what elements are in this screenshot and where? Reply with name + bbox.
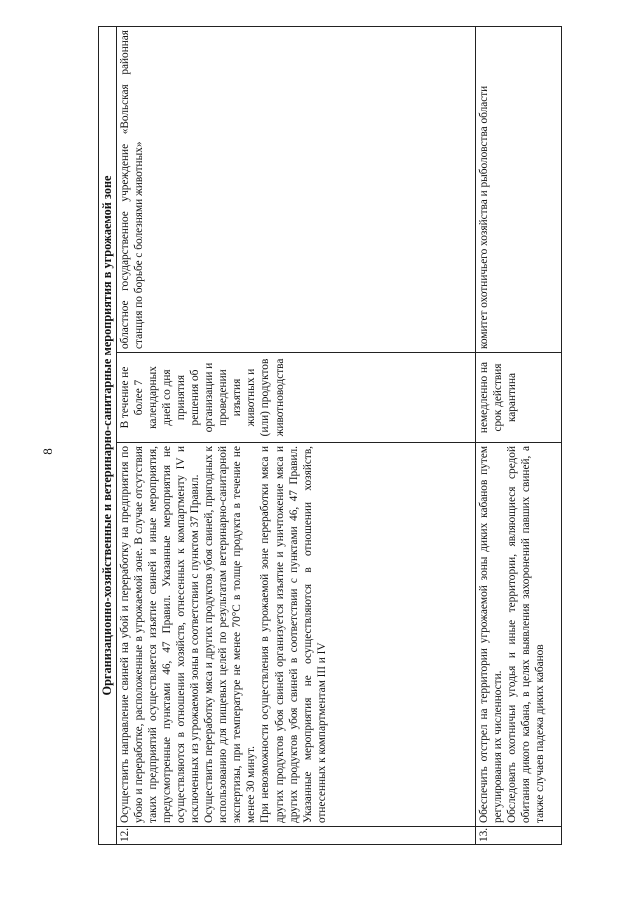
page-number: 8 [39,448,55,455]
table-row [117,26,476,844]
executor-cell: областное государственное учреждение «Вольская районная станция по борьбе с болезнями животных» [117,26,476,352]
action-paragraph: Осуществить направление свиней на убой и переработку на предприятия по убою и переработке, расположенные в угрожаемой зоне. В случае отсутствия таких предприятий осуществляется изъятие свиней и иные мероприятия, предусмотренные пунктами 46, 47 Правил. Указанные мероприятия не осуществляются в отношении хозяйств, отнесенных к компартменту IV и исключенных из угрожаемой зоны в соответствии с пунктом 37 Правил. [119,446,202,823]
row-number: 12. [117,827,476,845]
row-number: 13. [476,827,562,845]
measures-table [98,26,562,845]
action-paragraph: Осуществить переработку мяса и других продуктов убоя свиней, пригодных к использованию для пищевых целей по результатам ветеринарно-санитарной экспертизы, при температуре не менее 70°С в толще продукта в течение не менее 30 минут. [203,446,258,823]
rotated-table-frame [98,27,582,845]
action-paragraph: Обследовать охотничьи угодья и иные территории, являющиеся средой обитания дикого кабана, в целях выявления захоронений павших свиней, а также случаев падежа диких кабанов [506,446,547,823]
deadline-cell: В течение не более 7 календарных дней со дня принятия решения об организации и проведении изъятия животных и (или) продуктов животноводства [117,353,476,443]
action-paragraph: При невозможности осуществления в угрожаемой зоне переработки мяса и других продуктов убоя свиней организуется изъятие и уничтожение мяса и других продуктов убоя свиней в соответствии с пунктами 46, 47 Правил. Указанные мероприятия не осуществляются в отношении хозяйств, отнесенных к компартментам III и IV [259,446,328,823]
action-paragraph: Обеспечить отстрел на территории угрожаемой зоны диких кабанов путем регулирования их численности. [478,446,505,823]
section-header-row [99,26,117,844]
section-title: Организационно-хозяйственные и ветеринарно-санитарные мероприятия в угрожаемой зоне [99,26,117,844]
action-cell [476,443,562,827]
deadline-cell: немедленно на срок действия карантина [476,353,562,443]
action-cell [117,443,476,827]
table-row [476,26,562,844]
executor-cell: комитет охотничьего хозяйства и рыболовства области [476,26,562,352]
